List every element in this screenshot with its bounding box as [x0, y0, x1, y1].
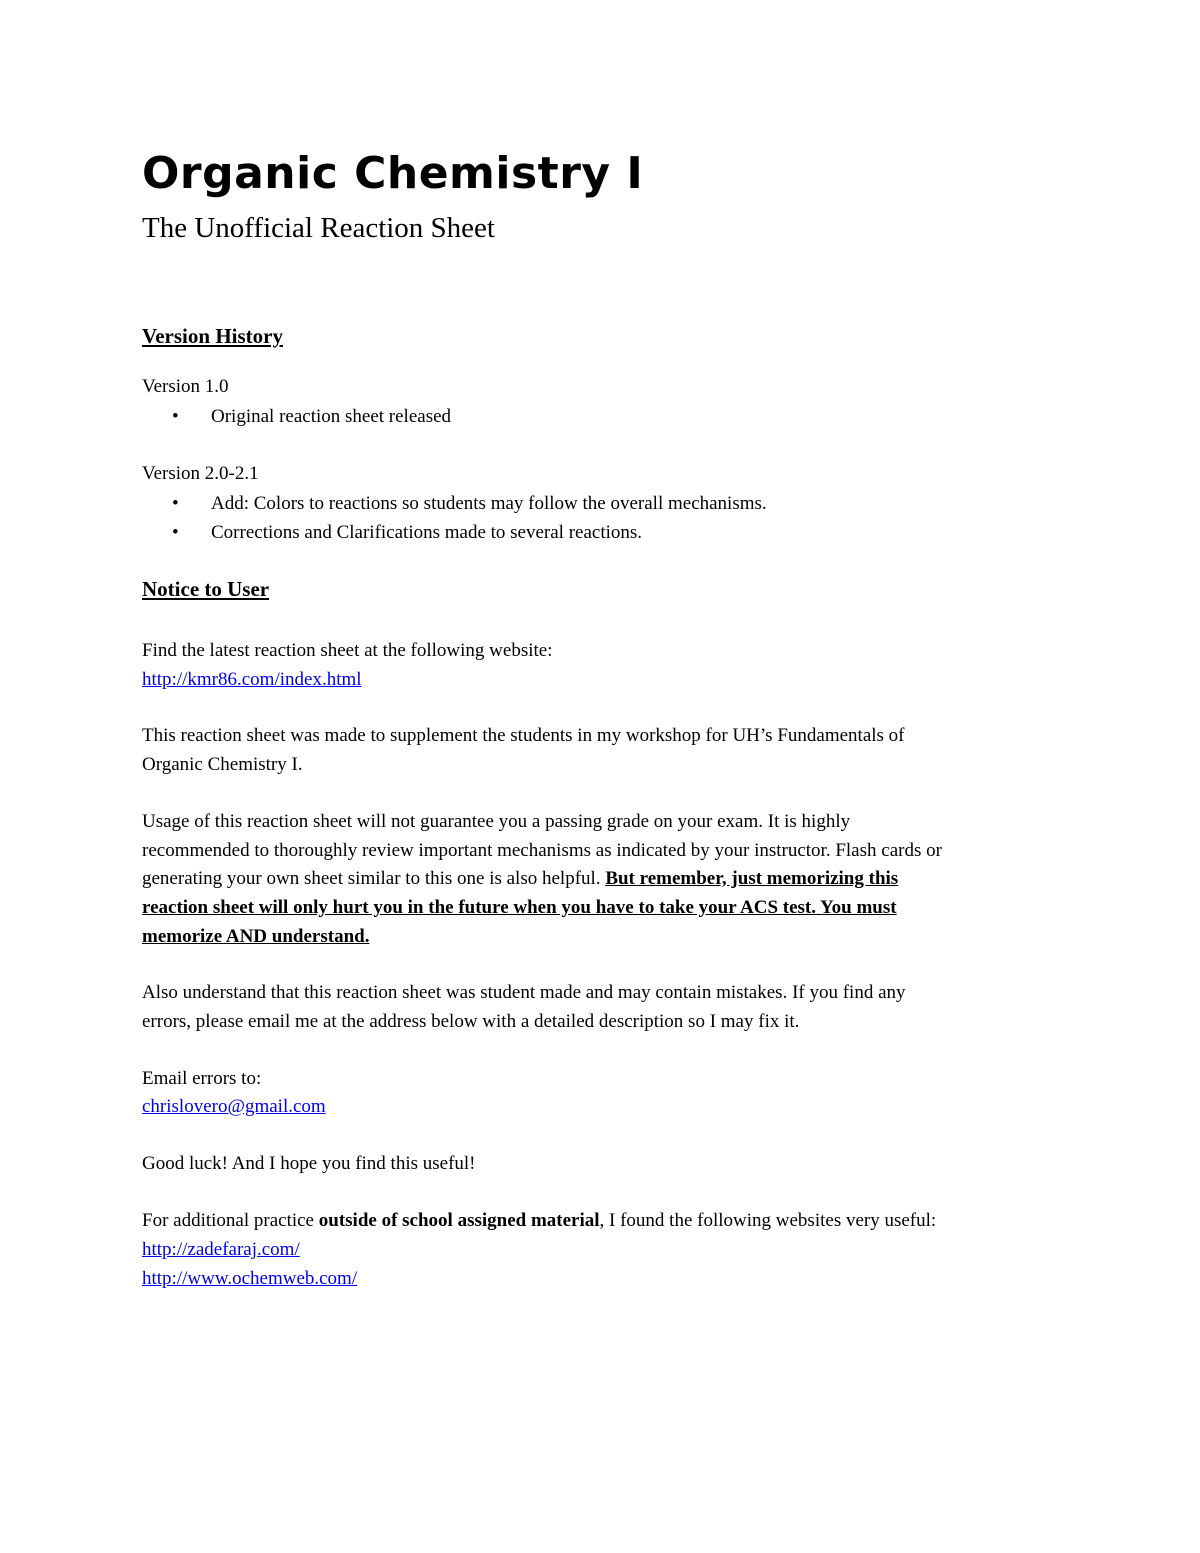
supplement-text-line: Organic Chemistry I. — [142, 754, 303, 775]
warning-text: But remember, just memorizing this — [605, 868, 899, 889]
version-history-heading: Version History — [142, 324, 283, 348]
practice-text — [142, 1211, 936, 1230]
practice-emphasis: outside of school assigned material — [318, 1210, 600, 1231]
disclaimer-text-line: errors, please email me at the address below with a detailed description so I may fix it. — [142, 1011, 800, 1032]
list-item-text: Add: Colors to reactions so students may follow the overall mechanisms. — [211, 493, 767, 514]
usage-text-line — [142, 869, 898, 888]
page-subtitle: The Unofficial Reaction Sheet — [142, 212, 495, 244]
find-sheet-text: Find the latest reaction sheet at the following website: — [142, 640, 553, 661]
notice-heading: Notice to User — [142, 577, 270, 601]
email-link[interactable]: chrislovero@gmail.com — [142, 1096, 326, 1117]
email-label: Email errors to: — [142, 1068, 262, 1089]
practice-text-part: , I found the following websites very useful: — [599, 1210, 937, 1231]
version-label: Version 2.0-2.1 — [142, 463, 259, 484]
page-title: Organic Chemistry I — [142, 148, 644, 199]
practice-link-zadefaraj[interactable]: http://zadefaraj.com/ — [142, 1239, 300, 1260]
list-item — [172, 494, 767, 513]
bullet-icon: • — [172, 522, 179, 543]
list-item — [172, 523, 642, 542]
version-label: Version 1.0 — [142, 376, 229, 397]
site-link[interactable]: http://kmr86.com/index.html — [142, 669, 362, 690]
list-item-text: Corrections and Clarifications made to several reactions. — [211, 522, 643, 543]
practice-link-ochemweb[interactable]: http://www.ochemweb.com/ — [142, 1268, 358, 1289]
usage-text-line: Usage of this reaction sheet will not guarantee you a passing grade on your exam. It is highly — [142, 811, 851, 832]
usage-text-line: recommended to thoroughly review important mechanisms as indicated by your instructor. Flash cards or — [142, 840, 942, 861]
disclaimer-text-line: Also understand that this reaction sheet was student made and may contain mistakes. If you find any — [142, 982, 906, 1003]
bullet-icon: • — [172, 493, 179, 514]
list-item-text: Original reaction sheet released — [211, 406, 452, 427]
warning-text: reaction sheet will only hurt you in the future when you have to take your ACS test. You must — [142, 897, 897, 918]
good-luck-text: Good luck! And I hope you find this useful! — [142, 1153, 476, 1174]
warning-text: memorize AND understand. — [142, 926, 370, 947]
practice-text-part: For additional practice — [142, 1210, 319, 1231]
list-item — [172, 407, 451, 426]
bullet-icon: • — [172, 406, 179, 427]
supplement-text-line: This reaction sheet was made to supplement the students in my workshop for UH’s Fundamentals of — [142, 725, 905, 746]
usage-plain-text: generating your own sheet similar to this one is also helpful. — [142, 868, 606, 889]
